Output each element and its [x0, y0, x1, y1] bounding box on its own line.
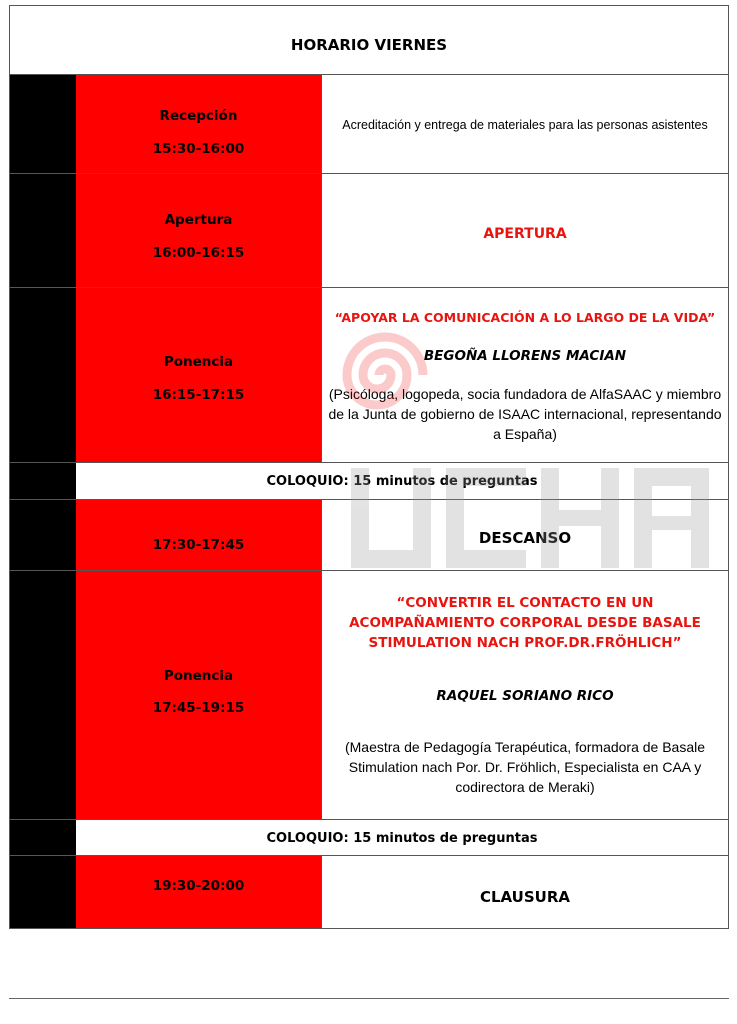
detail-cell — [322, 288, 728, 462]
speaker-bio: (Maestra de Pedagogía Terapéutica, formadora de Basale Stimulation nach Por. Dr. Fröhlich, Especialista en CAA y codirectora de Meraki) — [344, 739, 706, 795]
talk-title: “CONVERTIR EL CONTACTO EN UN ACOMPAÑAMIENTO CORPORAL DESDE BASALE STIMULATION NACH PROF.DR.FRÖHLICH” — [349, 595, 701, 651]
session-description: Acreditación y entrega de materiales para las personas asistentes — [342, 118, 708, 132]
side-bar — [10, 571, 76, 819]
detail-cell — [322, 500, 728, 570]
speaker-name: BEGOÑA LLORENS MACIAN — [423, 348, 627, 364]
detail-cell — [322, 174, 728, 287]
time-cell — [76, 571, 322, 819]
detail-cell — [322, 75, 728, 173]
session-time: 16:15-17:15 — [152, 387, 245, 403]
session-title: CLAUSURA — [479, 888, 571, 906]
session-label: Ponencia — [163, 668, 234, 684]
session-time: 16:00-16:15 — [152, 245, 245, 261]
session-time: 17:45-19:15 — [152, 700, 245, 716]
colloquium-text: COLOQUIO: 15 minutos de preguntas — [266, 831, 538, 846]
schedule-title: HORARIO VIERNES — [290, 36, 448, 54]
time-cell — [76, 856, 322, 928]
speaker-name: RAQUEL SORIANO RICO — [436, 688, 614, 704]
side-bar — [10, 820, 76, 855]
row-closing — [10, 856, 728, 928]
row-reception — [10, 75, 728, 174]
detail-cell — [322, 571, 728, 819]
speaker-bio: (Psicóloga, logopeda, socia fundadora de AlfaSAAC y miembro de la Junta de gobierno de ISAAC internacional, representando a España) — [328, 386, 722, 442]
schedule-header — [10, 6, 728, 75]
colloquium-cell — [76, 820, 728, 855]
side-bar — [10, 288, 76, 462]
side-bar — [10, 174, 76, 287]
schedule-table — [9, 5, 729, 929]
side-bar — [10, 856, 76, 928]
row-colloquium-1 — [10, 463, 728, 500]
row-break — [10, 500, 728, 571]
session-label: Recepción — [159, 108, 238, 124]
session-label: Ponencia — [163, 354, 234, 370]
time-cell — [76, 174, 322, 287]
row-opening — [10, 174, 728, 288]
side-bar — [10, 75, 76, 173]
detail-cell — [322, 856, 728, 928]
colloquium-text: COLOQUIO: 15 minutos de preguntas — [266, 474, 538, 489]
session-time: 15:30-16:00 — [152, 141, 245, 157]
time-cell — [76, 75, 322, 173]
session-title: DESCANSO — [478, 529, 572, 547]
row-talk-2 — [10, 571, 728, 820]
session-time: 19:30-20:00 — [152, 878, 245, 894]
time-cell — [76, 288, 322, 462]
row-talk-1 — [10, 288, 728, 463]
row-colloquium-2 — [10, 820, 728, 856]
session-label: Apertura — [164, 212, 233, 228]
colloquium-cell — [76, 463, 728, 499]
footer-divider — [9, 998, 729, 999]
talk-title: “APOYAR LA COMUNICACIÓN A LO LARGO DE LA VIDA” — [334, 310, 716, 325]
side-bar — [10, 500, 76, 570]
session-title: APERTURA — [483, 226, 567, 242]
side-bar — [10, 463, 76, 499]
time-cell — [76, 500, 322, 570]
session-time: 17:30-17:45 — [152, 537, 245, 553]
